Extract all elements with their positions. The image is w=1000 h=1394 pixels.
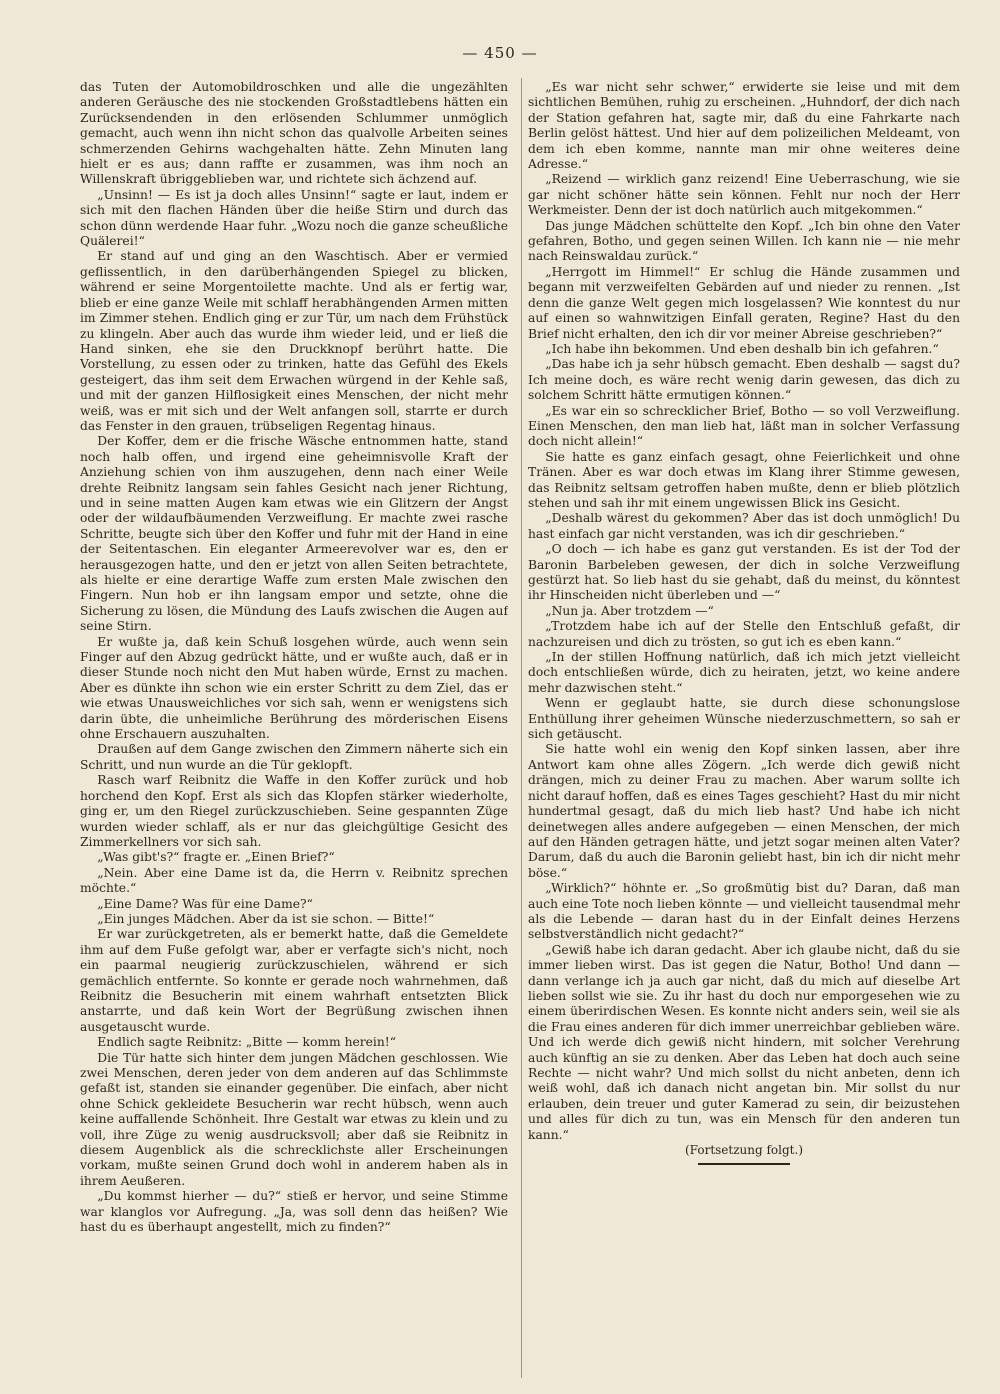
left-paragraph-10: „Eine Dame? Was für eine Dame?“	[97, 896, 313, 911]
left-column	[80, 80, 508, 1380]
right-paragraph-12: „Trotzdem habe ich auf der Stelle den Entschluß gefaßt, dir nachzureisen und dich zu trösten, so gut ich es eben kann.“	[528, 619, 960, 649]
left-paragraph-7: Rasch warf Reibnitz die Waffe in den Koffer zurück und hob horchend den Kopf. Erst als sich das Klopfen stärker wiederholte, ging er, um den Riegel zurückzuschieben. Seine gespannten Züge wurden wieder schlaff, als er nur das gleichgültige Gesicht des Zimmerkellners vor sich sah.	[80, 773, 508, 849]
right-paragraph-13: „In der stillen Hoffnung natürlich, daß ich mich jetzt vielleicht doch entschließen würde, dich zu heiraten, jetzt, wo keine andere mehr dazwischen steht.“	[528, 650, 960, 695]
right-paragraph-4: „Herrgott im Himmel!“ Er schlug die Hände zusammen und begann mit verzweifelten Gebärden auf und nieder zu rennen. „Ist denn die ganze Welt gegen mich losgelassen? Wie konntest du nur auf einen so wahnwitzigen Einfall geraten, Regine? Hast du den Brief nicht erhalten, den ich dir vor meiner Abreise geschrieben?“	[528, 264, 960, 341]
right-paragraph-10: „O doch — ich habe es ganz gut verstanden. Es ist der Tod der Baronin Barbeleben gewesen, der dich in solche Verzweiflung gestürzt hat. So lieb hast du sie gehabt, daß du meinst, du könntest ihr Hinscheiden nicht überleben und —“	[528, 542, 960, 603]
right-paragraph-15: Sie hatte wohl ein wenig den Kopf sinken lassen, aber ihre Antwort kam ohne alles Zögern. „Ich werde dich gewiß nicht drängen, mich zu deiner Frau zu machen. Aber warum sollte ich nicht darauf hoffen, daß es eines Tages geschieht? Hast du mir nicht hundertmal gesagt, daß du mich lieb hast? Und habe ich nicht deinetwegen alles andere aufgegeben — einen Menschen, der mich auf den Händen getragen hätte, und jetzt sogar meinen alten Vater? Darum, daß du auch die Baronin geliebt hast, bin ich dir nicht mehr böse.“	[528, 742, 960, 880]
left-paragraph-13: Endlich sagte Reibnitz: „Bitte — komm herein!“	[97, 1035, 397, 1050]
right-column	[528, 80, 960, 1380]
right-paragraph-2: „Reizend — wirklich ganz reizend! Eine Ueberraschung, wie sie gar nicht schöner hätte sein können. Fehlt nur noch der Herr Werkmeister. Denn der ist doch natürlich auch mitgekommen.“	[528, 172, 960, 218]
left-paragraph-3: Er stand auf und ging an den Waschtisch. Aber er vermied geflissentlich, in den darüberhängenden Spiegel zu blicken, während er seine Morgentoilette machte. Und als er fertig war, blieb er eine ganze Weile mit schlaff herabhängenden Armen mitten im Zimmer stehen. Endlich ging er zur Tür, um nach dem Frühstück zu klingeln. Aber auch das wurde ihm wieder leid, und er ließ die Hand sinken, ehe sie den Druckknopf berührt hatte. Die Vorstellung, zu essen oder zu trinken, hatte das Gefühl des Ekels gesteigert, das ihm seit dem Erwachen würgend in der Kehle saß, und mit der ganzen Hilflosigkeit eines Menschen, der nicht mehr weiß, was er mit sich und der Welt anfangen soll, starrte er durch das Fenster in den grauen, trübseligen Regentag hinaus.	[80, 249, 508, 433]
right-paragraph-17: „Gewiß habe ich daran gedacht. Aber ich glaube nicht, daß du sie immer lieben wirst. Das ist gegen die Natur, Botho! Und dann — dann verlange ich ja auch gar nicht, daß du mich auf dieselbe Art lieben sollst wie sie. Zu ihr hast du doch nur emporgesehen wie zu einem überirdischen Wesen. Es konnte nicht anders sein, weil sie als die Frau eines anderen für dich immer unerreichbar geblieben wäre. Und ich werde dich gewiß nicht hindern, mit solcher Verehrung auch künftig an sie zu denken. Aber das Leben hat doch auch seine Rechte — nicht wahr? Und mich sollst du nicht anbeten, denn ich weiß wohl, daß ich danach nicht angetan bin. Mir sollst du nur erlauben, dein treuer und guter Kamerad zu sein, dir beizustehen und alles für dich zu tun, was ein Mensch für den anderen tun kann.“	[528, 942, 960, 1142]
continuation-note: (Fortsetzung folgt.)	[685, 1143, 803, 1158]
end-rule	[698, 1163, 790, 1165]
left-paragraph-12: Er war zurückgetreten, als er bemerkt hatte, daß die Gemeldete ihm auf dem Fuße gefolgt war, aber er verfagte sich's nicht, noch ein paarmal neugierig zurückzuschielen, während er sich gemächlich entfernte. So konnte er gerade noch wahrnehmen, daß Reibnitz die Besucherin mit einem wahrhaft entsetzten Blick anstarrte, und daß kein Wort der Begrüßung zwischen ihnen ausgetauscht wurde.	[80, 927, 508, 1034]
left-paragraph-15: „Du kommst hierher — du?“ stieß er hervor, und seine Stimme war klanglos vor Aufregung. „Ja, was soll denn das heißen? Wie hast du es überhaupt angestellt, mich zu finden?“	[80, 1189, 508, 1235]
right-paragraph-16: „Wirklich?“ höhnte er. „So großmütig bist du? Daran, daß man auch eine Tote noch lieben könnte — und vielleicht tausendmal mehr als die Lebende — daran hast du in der Einfalt deines Herzens selbstverständlich nicht gedacht?“	[528, 881, 960, 942]
right-paragraph-8: Sie hatte es ganz einfach gesagt, ohne Feierlichkeit und ohne Tränen. Aber es war doch etwas im Klang ihrer Stimme gewesen, das Reibnitz seltsam getroffen haben mußte, denn er blieb plötzlich stehen und sah ihr mit einem ungewissen Blick ins Gesicht.	[528, 449, 960, 510]
right-paragraph-3: Das junge Mädchen schüttelte den Kopf. „Ich bin ohne den Vater gefahren, Botho, und gegen seinen Willen. Ich kann nie — nie mehr nach Reinswaldau zurück.“	[528, 218, 960, 264]
left-paragraph-6: Draußen auf dem Gange zwischen den Zimmern näherte sich ein Schritt, und nun wurde an die Tür geklopft.	[80, 742, 508, 772]
right-paragraph-14: Wenn er geglaubt hatte, sie durch diese schonungslose Enthüllung ihrer geheimen Wünsche niederzuschmettern, so sah er sich getäuscht.	[528, 696, 960, 742]
right-paragraph-11: „Nun ja. Aber trotzdem —“	[545, 603, 714, 618]
left-paragraph-5: Er wußte ja, daß kein Schuß losgehen würde, auch wenn sein Finger auf den Abzug gedrückt hätte, und er wußte auch, daß er in dieser Stunde noch nicht den Mut haben würde, Ernst zu machen. Aber es dünkte ihn schon wie ein erster Schritt zu dem Ziel, das er wie etwas Unausweichliches vor sich sah, wenn er wenigstens sich darin übte, die unheimliche Berührung des mörderischen Eisens ohne Erschauern auszuhalten.	[80, 634, 508, 742]
page-number: — 450 —	[462, 44, 538, 62]
left-paragraph-9: „Nein. Aber eine Dame ist da, die Herrn v. Reibnitz sprechen möchte.“	[80, 865, 508, 896]
left-paragraph-1: das Tuten der Automobildroschken und alle die ungezählten anderen Geräusche des nie stockenden Großstadtlebens hätten ein Zurücksendenden in den erlösenden Schlummer unmöglich gemacht, auch wenn ihn nicht schon das qualvolle Arbeiten seines schmerzenden Gehirns wachgehalten hätte. Zehn Minuten lang hielt er es aus; dann raffte er zusammen, was ihm noch an Willenskraft übriggeblieben war, und richtete sich ächzend auf.	[80, 80, 508, 187]
left-paragraph-2: „Unsinn! — Es ist ja doch alles Unsinn!“ sagte er laut, indem er sich mit den flachen Händen über die heiße Stirn und durch das schon dünn werdende Haar fuhr. „Wozu noch die ganze scheußliche Quälerei!“	[80, 187, 508, 249]
right-paragraph-7: „Es war ein so schrecklicher Brief, Botho — so voll Verzweiflung. Einen Menschen, den man lieb hat, läßt man in solcher Verfassung doch nicht allein!“	[528, 403, 960, 449]
right-paragraph-5: „Ich habe ihn bekommen. Und eben deshalb bin ich gefahren.“	[545, 341, 939, 356]
left-paragraph-8: „Was gibt's?“ fragte er. „Einen Brief?“	[97, 850, 335, 865]
right-paragraph-1: „Es war nicht sehr schwer,“ erwiderte sie leise und mit dem sichtlichen Bemühen, ruhig zu erscheinen. „Huhndorf, der dich nach der Station gefahren hat, sagte mir, daß du eine Fahrkarte nach Berlin gelöst hättest. Und hier auf dem polizeilichen Meldeamt, von dem ich eben komme, nannte man mir ohne weiteres deine Adresse.“	[528, 80, 960, 172]
left-paragraph-4: Der Koffer, dem er die frische Wäsche entnommen hatte, stand noch halb offen, und irgend eine geheimnisvolle Kraft der Anziehung schien von ihm auszugehen, denn nach einer Weile drehte Reibnitz langsam sein fahles Gesicht nach jener Richtung, und in seine matten Augen kam etwas wie ein Glitzern der Angst oder der wildaufbäumenden Verzweiflung. Er machte zwei rasche Schritte, beugte sich über den Koffer und fuhr mit der Hand in eine der Seitentaschen. Ein eleganter Armeerevolver war es, den er herausgezogen hatte, und den er jetzt von allen Seiten betrachtete, als hielte er eine derartige Waffe zum ersten Male zwischen den Fingern. Nun hob er ihn langsam empor und setzte, ohne die Sicherung zu lösen, die Mündung des Laufs zwischen die Augen auf seine Stirn.	[80, 434, 508, 634]
right-paragraph-6: „Das habe ich ja sehr hübsch gemacht. Eben deshalb — sagst du? Ich meine doch, es wäre recht wenig darin gewesen, das dich zu solchem Schritt hätte ermutigen können.“	[528, 357, 960, 403]
right-paragraph-9: „Deshalb wärest du gekommen? Aber das ist doch unmöglich! Du hast einfach gar nicht verstanden, was ich dir geschrieben.“	[528, 511, 960, 541]
column-divider	[521, 78, 522, 1378]
left-paragraph-14: Die Tür hatte sich hinter dem jungen Mädchen geschlossen. Wie zwei Menschen, deren jeder von dem anderen auf das Schlimmste gefaßt ist, standen sie einander gegenüber. Die einfach, aber nicht ohne Schick gekleidete Besucherin war recht hübsch, wenn auch keine auffallende Schönheit. Ihre Gestalt war etwas zu klein und zu voll, ihre Züge zu wenig ausdrucksvoll; aber daß sie Reibnitz in diesem Augenblick als die schrecklichste aller Erscheinungen vorkam, mußte seinen Grund doch wohl in anderem haben als in ihrem Aeußeren.	[80, 1050, 508, 1188]
left-paragraph-11: „Ein junges Mädchen. Aber da ist sie schon. — Bitte!“	[97, 911, 435, 926]
